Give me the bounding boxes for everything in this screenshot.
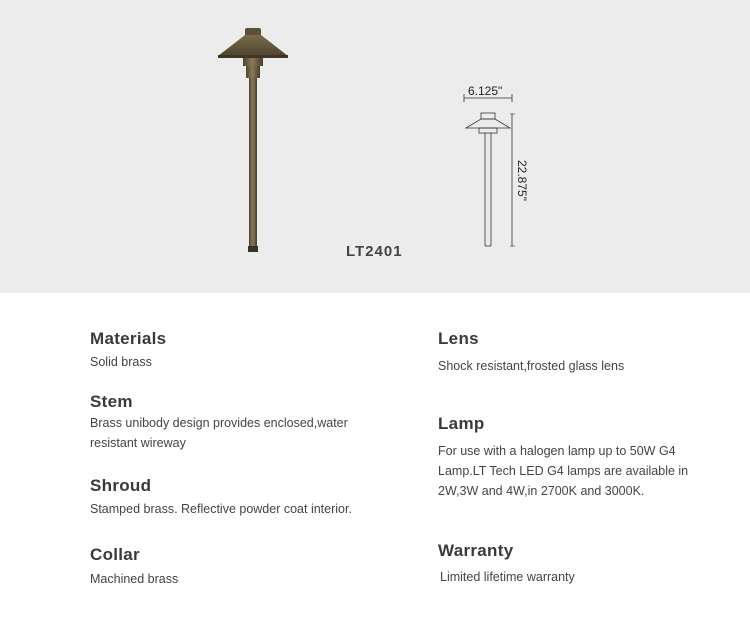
spec-text: Machined brass	[90, 572, 179, 586]
spec-materials	[90, 329, 166, 372]
spec-warranty	[438, 541, 575, 587]
spec-text: Lamp.LT Tech LED G4 lamps are available in	[438, 464, 689, 478]
spec-text: Shock resistant,frosted glass lens	[438, 359, 625, 373]
path-light-photo	[218, 26, 288, 256]
spec-text: Stamped brass. Reflective powder coat interior.	[90, 502, 352, 516]
spec-text: Brass unibody design provides enclosed,water	[90, 416, 348, 430]
spec-text: Solid brass	[90, 355, 152, 369]
spec-title: Collar	[90, 545, 140, 564]
spec-title: Shroud	[90, 476, 152, 495]
width-dimension-label: 6.125"	[468, 84, 503, 98]
height-dimension-label: 22.875"	[515, 160, 529, 201]
spec-collar	[90, 545, 178, 589]
spec-text: Limited lifetime warranty	[440, 570, 575, 584]
spec-title: Lens	[438, 329, 479, 348]
spec-title: Lamp	[438, 414, 485, 433]
model-number: LT2401	[346, 243, 403, 260]
spec-title: Warranty	[438, 541, 514, 560]
product-hero	[0, 0, 750, 293]
dimension-diagram	[458, 84, 538, 254]
spec-text: 2W,3W and 4W,in 2700K and 3000K.	[438, 484, 645, 498]
spec-text: For use with a halogen lamp up to 50W G4	[438, 444, 676, 458]
spec-lamp	[438, 414, 688, 501]
spec-stem	[90, 392, 348, 453]
spec-shroud	[90, 476, 352, 519]
spec-lens	[438, 329, 624, 376]
spec-title: Materials	[90, 329, 167, 348]
spec-title: Stem	[90, 392, 133, 411]
spec-text: resistant wireway	[90, 436, 186, 450]
